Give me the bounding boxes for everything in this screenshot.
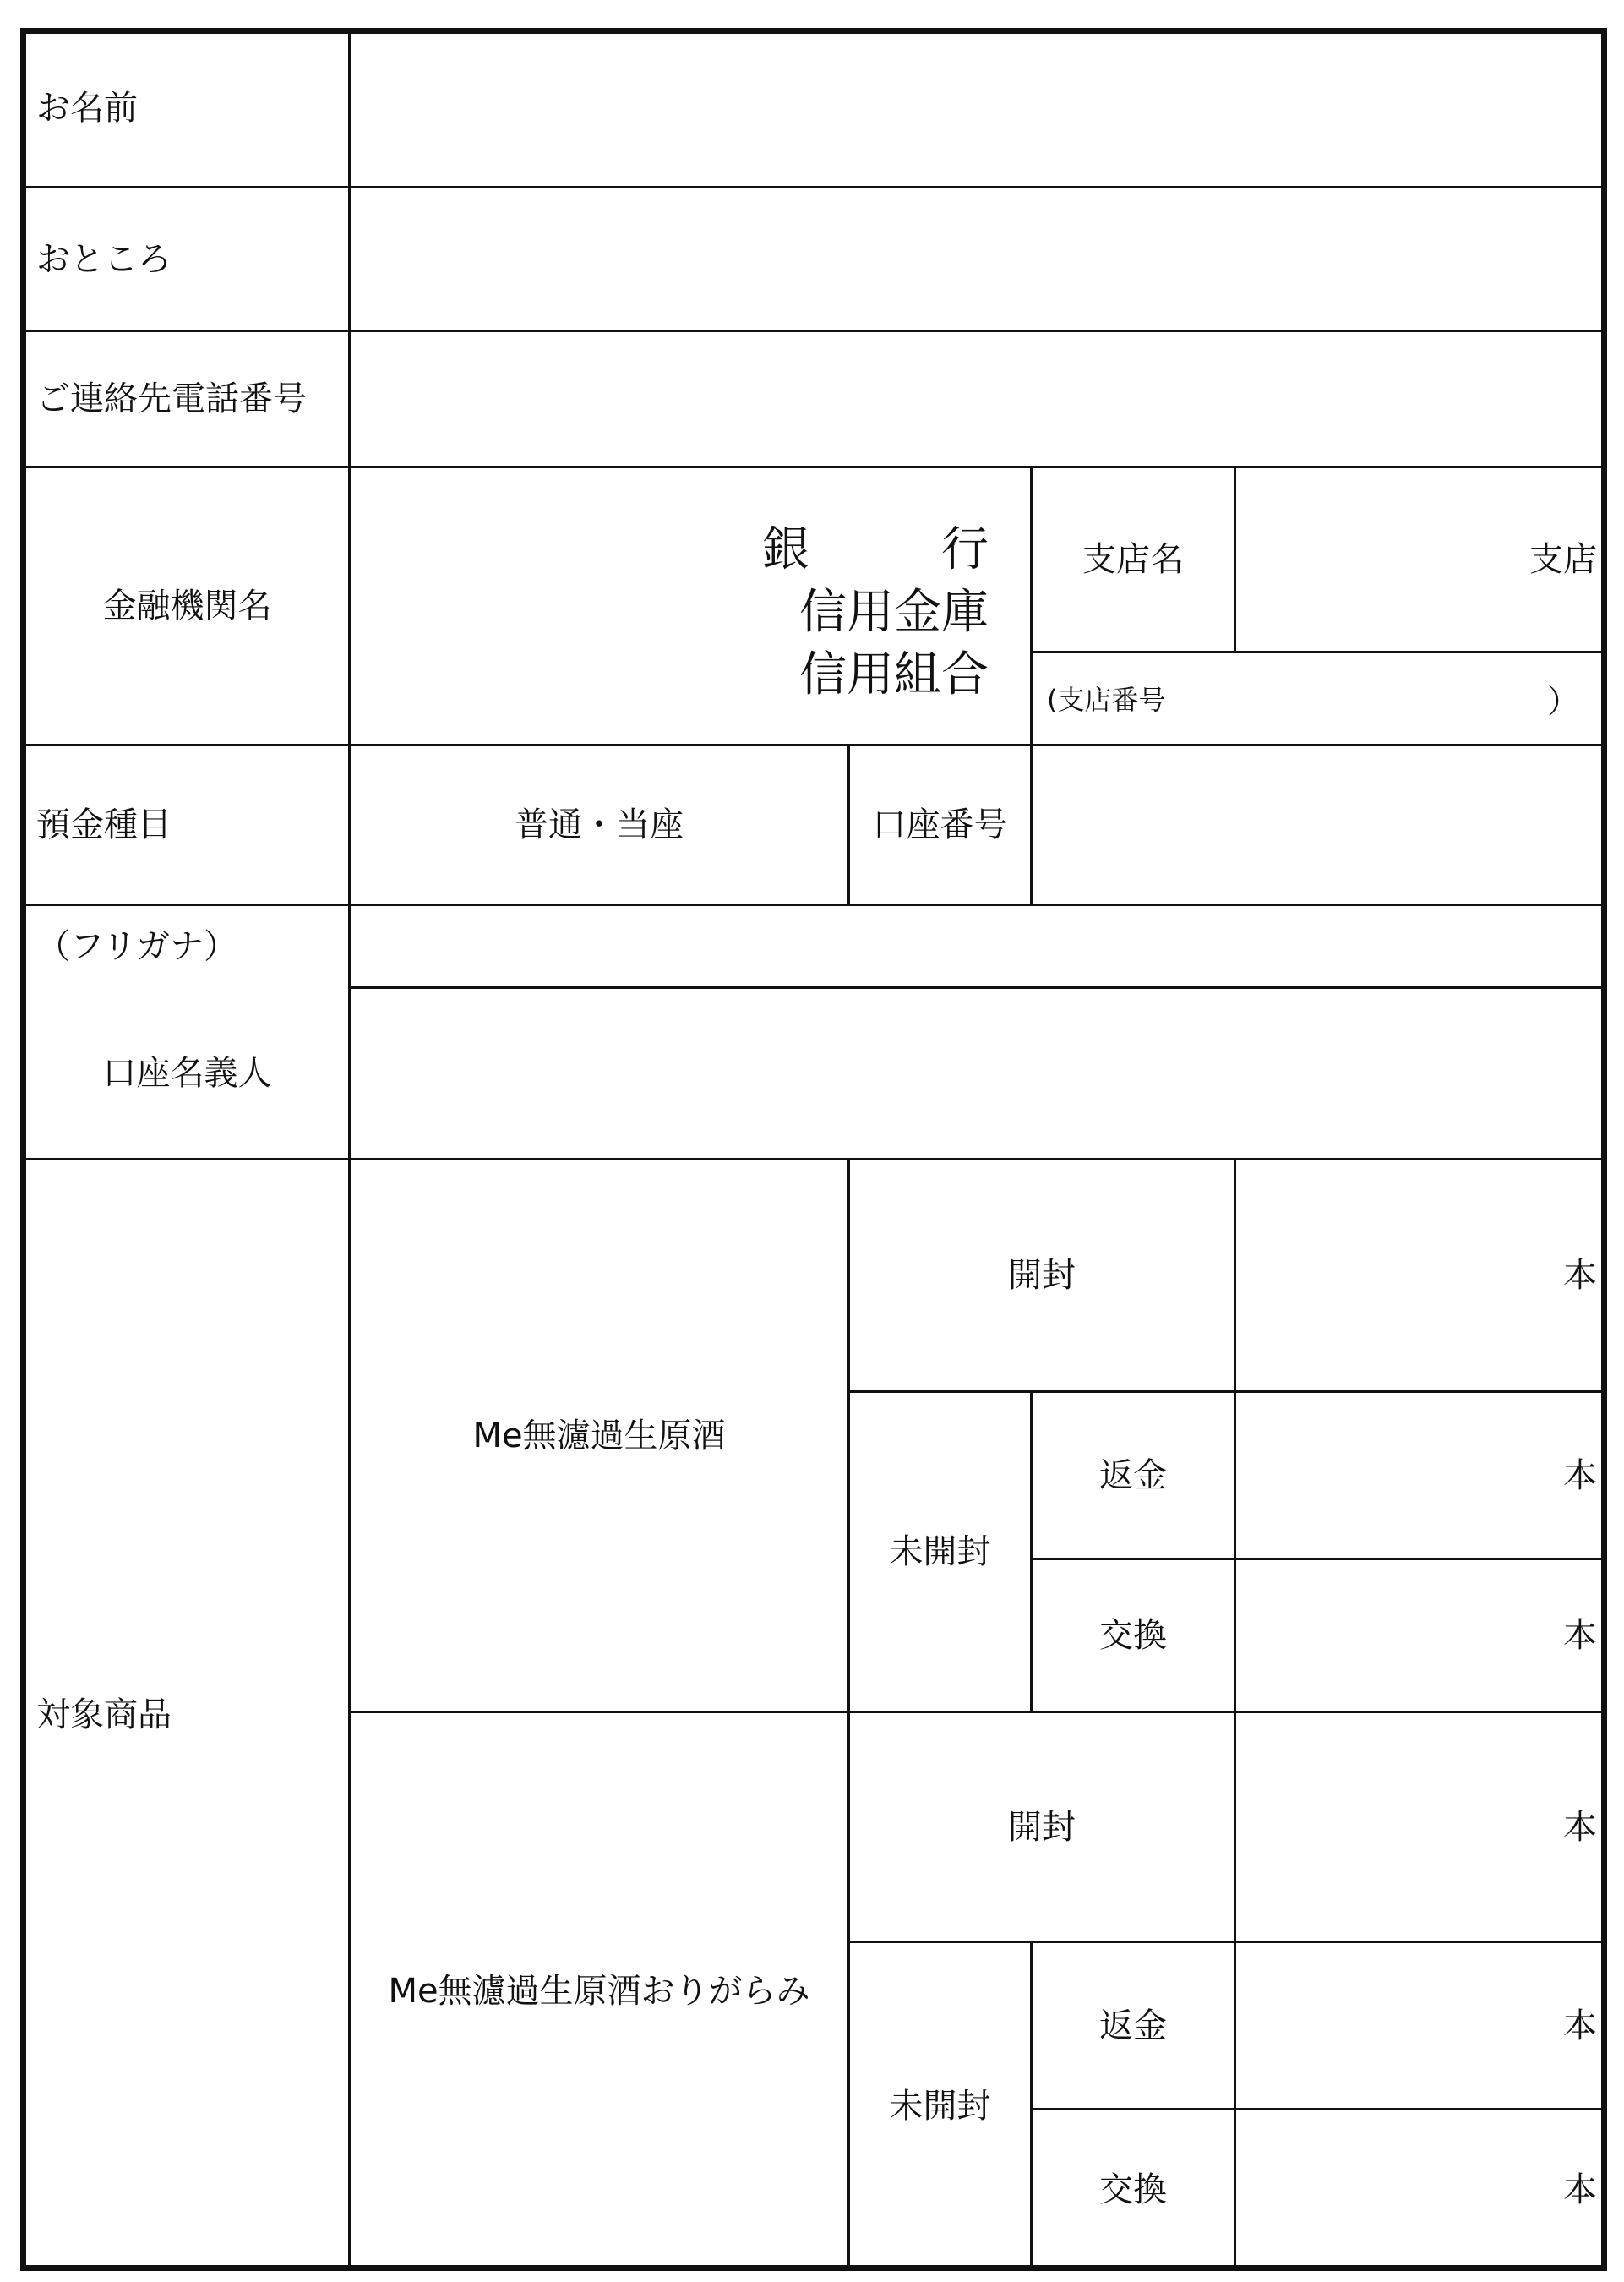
product-1-refund-label-cell: [1033, 1393, 1234, 1558]
account-holder-label-cell: [26, 989, 348, 1158]
product-1-opened-qty-field[interactable]: [1236, 1160, 1604, 1390]
product-1-refund-qty-field[interactable]: [1236, 1393, 1604, 1558]
target-products-label-cell: [26, 1160, 348, 2268]
name-label: お名前: [36, 89, 138, 128]
account-number-label-cell: [850, 746, 1030, 904]
product-2-exchange-label-cell: [1033, 2110, 1234, 2268]
product-2-unopened-label-cell: [850, 1943, 1030, 2268]
name-label-cell: [26, 30, 348, 186]
product-1-opened-label: 開封: [1008, 1256, 1076, 1295]
address-field[interactable]: [351, 188, 1604, 330]
account-holder-label: 口座名義人: [102, 1054, 272, 1093]
bank-name-field[interactable]: [351, 468, 756, 744]
product-2-refund-label: 返金: [1099, 2006, 1167, 2045]
product-1-name-cell: [351, 1160, 847, 1711]
bank-type-options: [760, 511, 1031, 714]
account-type-label-cell: [26, 746, 348, 904]
branch-label-cell: [1033, 468, 1234, 651]
product-2-exchange-label: 交換: [1099, 2170, 1167, 2209]
product-2-opened-qty-field[interactable]: [1236, 1713, 1604, 1941]
product-2-name-cell: [351, 1713, 847, 2268]
address-label-cell: [26, 188, 348, 330]
product-1-refund-unit: 本: [1563, 1455, 1597, 1495]
product-1-unopened-label: 未開封: [889, 1532, 991, 1571]
branch-suffix: 支店: [1529, 540, 1597, 579]
branch-name-field[interactable]: [1236, 468, 1604, 651]
product-2-opened-label-cell: [850, 1713, 1234, 1941]
account-number-label: 口座番号: [872, 805, 1008, 844]
address-label: おところ: [36, 239, 172, 279]
branch-number-label: (支店番号: [1047, 684, 1166, 716]
product-1-exchange-label: 交換: [1099, 1616, 1167, 1655]
branch-number-close: ）: [1546, 682, 1579, 720]
phone-field[interactable]: [351, 332, 1604, 466]
product-1-exchange-unit: 本: [1563, 1616, 1597, 1655]
bank-type-shinkin[interactable]: 信用金庫: [799, 585, 989, 640]
product-1-refund-label: 返金: [1099, 1455, 1167, 1495]
product-2-refund-qty-field[interactable]: [1236, 1943, 1604, 2108]
product-1-exchange-label-cell: [1033, 1560, 1234, 1711]
product-1-opened-unit: 本: [1563, 1256, 1597, 1295]
account-type-value: 普通・当座: [515, 805, 684, 844]
account-type-options[interactable]: [351, 746, 847, 904]
furigana-label: （フリガナ）: [36, 926, 237, 966]
product-1-exchange-qty-field[interactable]: [1236, 1560, 1604, 1711]
bank-type-shinkumi[interactable]: 信用組合: [799, 647, 989, 702]
product-2-opened-label: 開封: [1008, 1807, 1076, 1847]
target-products-label: 対象商品: [36, 1695, 172, 1734]
branch-label: 支店名: [1082, 540, 1184, 579]
branch-number-field[interactable]: [1032, 652, 1605, 744]
product-2-opened-unit: 本: [1563, 1807, 1597, 1847]
product-2-name: Me無濾過生原酒おりがらみ: [388, 1971, 810, 2011]
product-2-refund-unit: 本: [1563, 2006, 1597, 2045]
phone-label-cell: [26, 332, 348, 466]
product-1-opened-label-cell: [850, 1160, 1234, 1390]
product-2-refund-label-cell: [1033, 1943, 1234, 2108]
phone-label: ご連絡先電話番号: [36, 379, 307, 418]
account-holder-field[interactable]: [351, 989, 1604, 1158]
furigana-label-cell: [26, 906, 348, 986]
bank-label: 金融機関名: [102, 587, 272, 625]
product-1-unopened-label-cell: [850, 1393, 1030, 1711]
product-2-unopened-label: 未開封: [889, 2086, 991, 2126]
product-1-name: Me無濾過生原酒: [472, 1416, 726, 1455]
account-type-label: 預金種目: [36, 805, 172, 844]
furigana-field[interactable]: [351, 906, 1604, 986]
product-2-exchange-unit: 本: [1563, 2170, 1597, 2209]
bank-label-cell: [26, 468, 348, 744]
bank-type-bank[interactable]: 銀 行: [762, 522, 1031, 577]
name-field[interactable]: [351, 30, 1604, 186]
product-2-exchange-qty-field[interactable]: [1236, 2110, 1604, 2268]
account-number-field[interactable]: [1033, 746, 1604, 904]
